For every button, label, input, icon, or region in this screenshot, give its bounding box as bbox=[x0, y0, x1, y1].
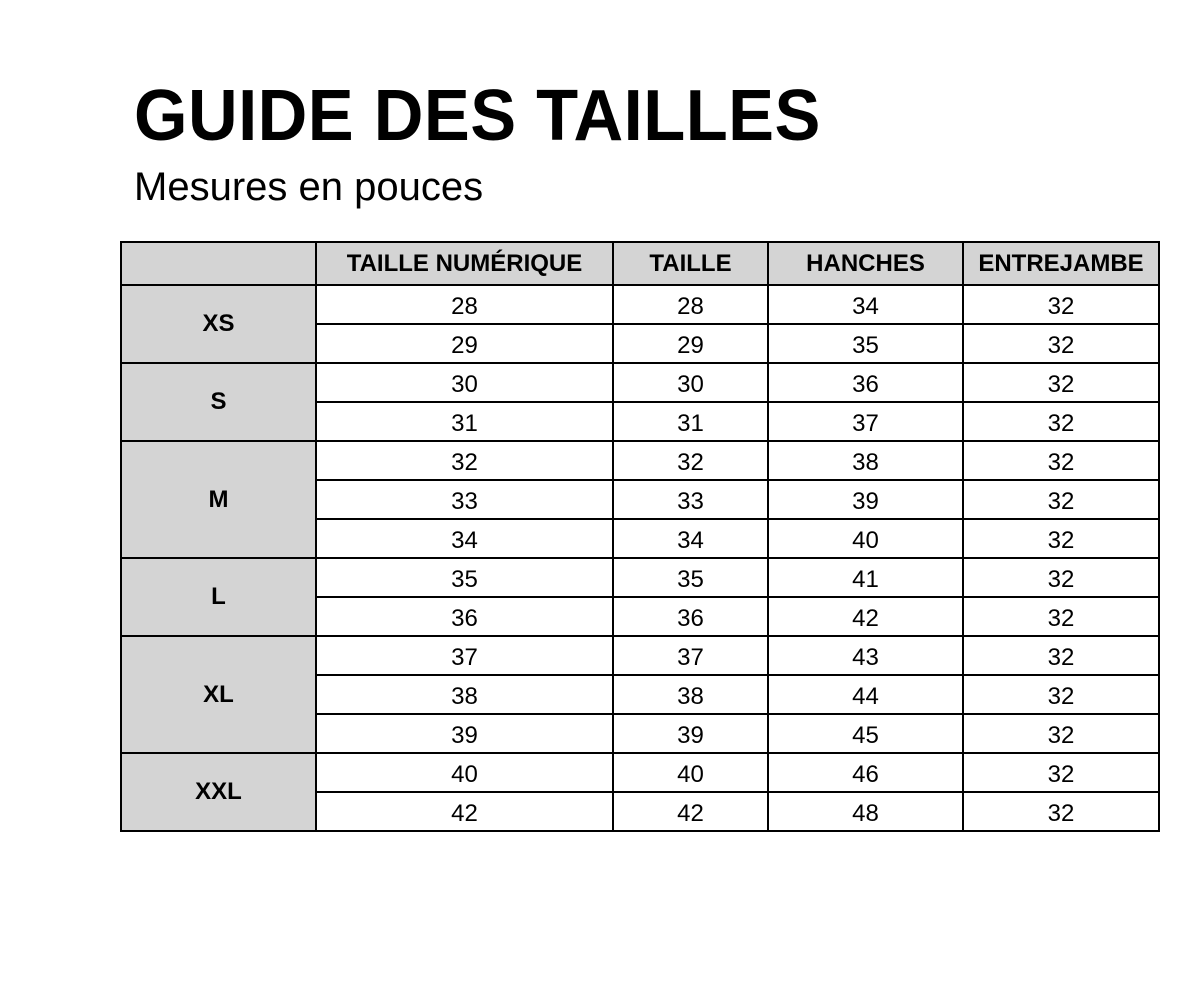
header-taille-numerique: TAILLE NUMÉRIQUE bbox=[316, 242, 613, 285]
cell-taille: 31 bbox=[613, 402, 768, 441]
size-label-cell: XL bbox=[121, 636, 316, 753]
cell-taille-numerique: 28 bbox=[316, 285, 613, 324]
cell-hanches: 44 bbox=[768, 675, 963, 714]
header-corner-cell bbox=[121, 242, 316, 285]
cell-hanches: 36 bbox=[768, 363, 963, 402]
table-body bbox=[121, 285, 1159, 831]
table-row bbox=[121, 753, 1159, 792]
size-label-cell: L bbox=[121, 558, 316, 636]
cell-taille: 34 bbox=[613, 519, 768, 558]
cell-taille: 30 bbox=[613, 363, 768, 402]
cell-entrejambe: 32 bbox=[963, 363, 1159, 402]
cell-taille-numerique: 30 bbox=[316, 363, 613, 402]
cell-taille: 35 bbox=[613, 558, 768, 597]
cell-entrejambe: 32 bbox=[963, 558, 1159, 597]
header-hanches: HANCHES bbox=[768, 242, 963, 285]
cell-hanches: 41 bbox=[768, 558, 963, 597]
table-row bbox=[121, 558, 1159, 597]
cell-taille: 38 bbox=[613, 675, 768, 714]
cell-taille: 40 bbox=[613, 753, 768, 792]
cell-taille-numerique: 34 bbox=[316, 519, 613, 558]
cell-taille-numerique: 40 bbox=[316, 753, 613, 792]
cell-taille: 28 bbox=[613, 285, 768, 324]
cell-taille: 39 bbox=[613, 714, 768, 753]
table-row bbox=[121, 636, 1159, 675]
size-label-cell: S bbox=[121, 363, 316, 441]
cell-taille-numerique: 31 bbox=[316, 402, 613, 441]
cell-hanches: 42 bbox=[768, 597, 963, 636]
cell-taille: 37 bbox=[613, 636, 768, 675]
cell-taille-numerique: 36 bbox=[316, 597, 613, 636]
cell-taille-numerique: 29 bbox=[316, 324, 613, 363]
cell-hanches: 34 bbox=[768, 285, 963, 324]
size-label-cell: XS bbox=[121, 285, 316, 363]
cell-entrejambe: 32 bbox=[963, 480, 1159, 519]
cell-hanches: 38 bbox=[768, 441, 963, 480]
cell-taille: 42 bbox=[613, 792, 768, 831]
cell-taille: 29 bbox=[613, 324, 768, 363]
table-row bbox=[121, 441, 1159, 480]
page-subtitle: Mesures en pouces bbox=[134, 165, 484, 209]
cell-hanches: 39 bbox=[768, 480, 963, 519]
table-row bbox=[121, 363, 1159, 402]
header-entrejambe: ENTREJAMBE bbox=[963, 242, 1159, 285]
size-label-cell: M bbox=[121, 441, 316, 558]
cell-taille: 36 bbox=[613, 597, 768, 636]
cell-taille: 32 bbox=[613, 441, 768, 480]
cell-taille-numerique: 38 bbox=[316, 675, 613, 714]
cell-entrejambe: 32 bbox=[963, 597, 1159, 636]
table-row bbox=[121, 285, 1159, 324]
cell-entrejambe: 32 bbox=[963, 324, 1159, 363]
size-label-cell: XXL bbox=[121, 753, 316, 831]
cell-taille-numerique: 32 bbox=[316, 441, 613, 480]
cell-hanches: 46 bbox=[768, 753, 963, 792]
page-title: GUIDE DES TAILLES bbox=[134, 76, 821, 156]
cell-hanches: 37 bbox=[768, 402, 963, 441]
cell-hanches: 48 bbox=[768, 792, 963, 831]
cell-entrejambe: 32 bbox=[963, 636, 1159, 675]
size-chart-table bbox=[120, 241, 1160, 832]
cell-entrejambe: 32 bbox=[963, 753, 1159, 792]
cell-entrejambe: 32 bbox=[963, 519, 1159, 558]
cell-entrejambe: 32 bbox=[963, 714, 1159, 753]
cell-taille-numerique: 37 bbox=[316, 636, 613, 675]
cell-hanches: 45 bbox=[768, 714, 963, 753]
cell-taille-numerique: 35 bbox=[316, 558, 613, 597]
cell-hanches: 43 bbox=[768, 636, 963, 675]
cell-taille-numerique: 42 bbox=[316, 792, 613, 831]
cell-taille: 33 bbox=[613, 480, 768, 519]
table-header-row bbox=[121, 242, 1159, 285]
cell-entrejambe: 32 bbox=[963, 441, 1159, 480]
header-taille: TAILLE bbox=[613, 242, 768, 285]
cell-hanches: 40 bbox=[768, 519, 963, 558]
cell-entrejambe: 32 bbox=[963, 285, 1159, 324]
cell-taille-numerique: 33 bbox=[316, 480, 613, 519]
cell-entrejambe: 32 bbox=[963, 402, 1159, 441]
cell-entrejambe: 32 bbox=[963, 792, 1159, 831]
cell-taille-numerique: 39 bbox=[316, 714, 613, 753]
cell-hanches: 35 bbox=[768, 324, 963, 363]
cell-entrejambe: 32 bbox=[963, 675, 1159, 714]
